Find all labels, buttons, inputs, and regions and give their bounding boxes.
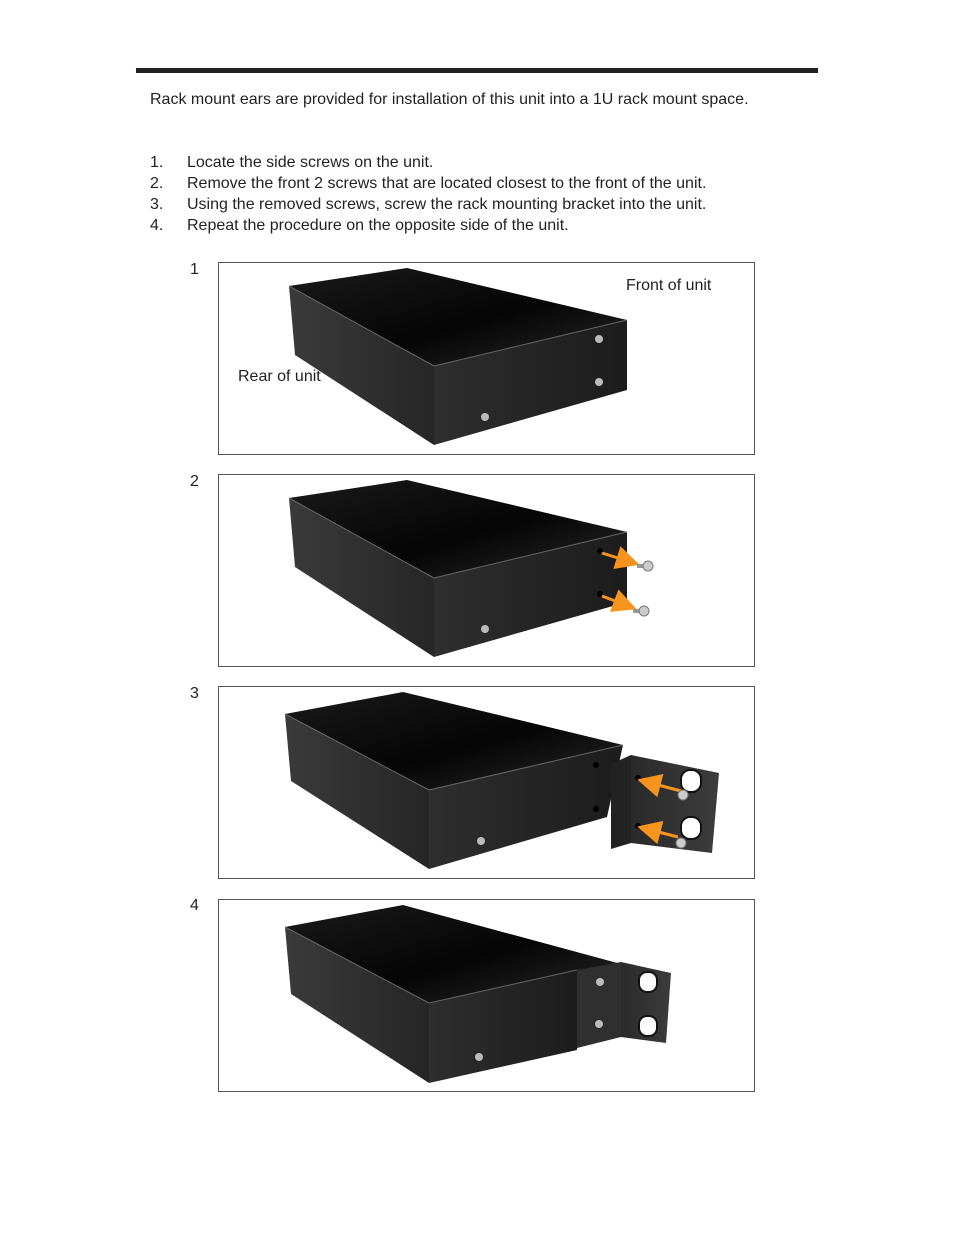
screw-icon bbox=[481, 413, 489, 421]
intro-paragraph: Rack mount ears are provided for installation of this unit into a 1U rack mount space. bbox=[150, 91, 749, 108]
screw-icon bbox=[633, 606, 649, 616]
screw-hole-icon bbox=[593, 762, 599, 768]
screw-icon bbox=[595, 378, 603, 386]
figure-4-number: 4 bbox=[190, 897, 199, 914]
rack-bracket bbox=[611, 755, 719, 853]
step-number: 2. bbox=[150, 175, 164, 192]
step-text: Locate the side screws on the unit. bbox=[187, 154, 434, 171]
unit-illustration bbox=[219, 900, 754, 1091]
step-number: 3. bbox=[150, 196, 164, 213]
figure-1 bbox=[218, 262, 755, 455]
step-text: Repeat the procedure on the opposite side of the unit. bbox=[187, 217, 569, 234]
step-item bbox=[150, 152, 706, 173]
figure-2 bbox=[218, 474, 755, 667]
screw-icon bbox=[475, 1053, 483, 1061]
steps-list bbox=[150, 152, 706, 236]
step-text: Remove the front 2 screws that are located closest to the front of the unit. bbox=[187, 175, 707, 192]
screw-icon bbox=[595, 335, 603, 343]
screw-icon bbox=[477, 837, 485, 845]
top-rule bbox=[136, 68, 818, 73]
step-number: 4. bbox=[150, 217, 164, 234]
step-item bbox=[150, 194, 706, 215]
screw-icon bbox=[481, 625, 489, 633]
figure-3 bbox=[218, 686, 755, 879]
step-item bbox=[150, 173, 706, 194]
step-text: Using the removed screws, screw the rack mounting bracket into the unit. bbox=[187, 196, 707, 213]
screw-icon bbox=[637, 561, 653, 571]
rear-of-unit-label: Rear of unit bbox=[238, 368, 321, 385]
figure-1-number: 1 bbox=[190, 261, 199, 278]
step-number: 1. bbox=[150, 154, 164, 171]
rack-bracket bbox=[577, 962, 671, 1048]
screw-icon bbox=[676, 838, 686, 848]
step-item bbox=[150, 215, 706, 236]
unit-illustration bbox=[219, 475, 754, 666]
screw-icon bbox=[678, 790, 688, 800]
figure-2-number: 2 bbox=[190, 473, 199, 490]
figure-4 bbox=[218, 899, 755, 1092]
unit-illustration bbox=[219, 687, 754, 878]
front-of-unit-label: Front of unit bbox=[626, 277, 712, 294]
figure-3-number: 3 bbox=[190, 685, 199, 702]
screw-hole-icon bbox=[593, 806, 599, 812]
